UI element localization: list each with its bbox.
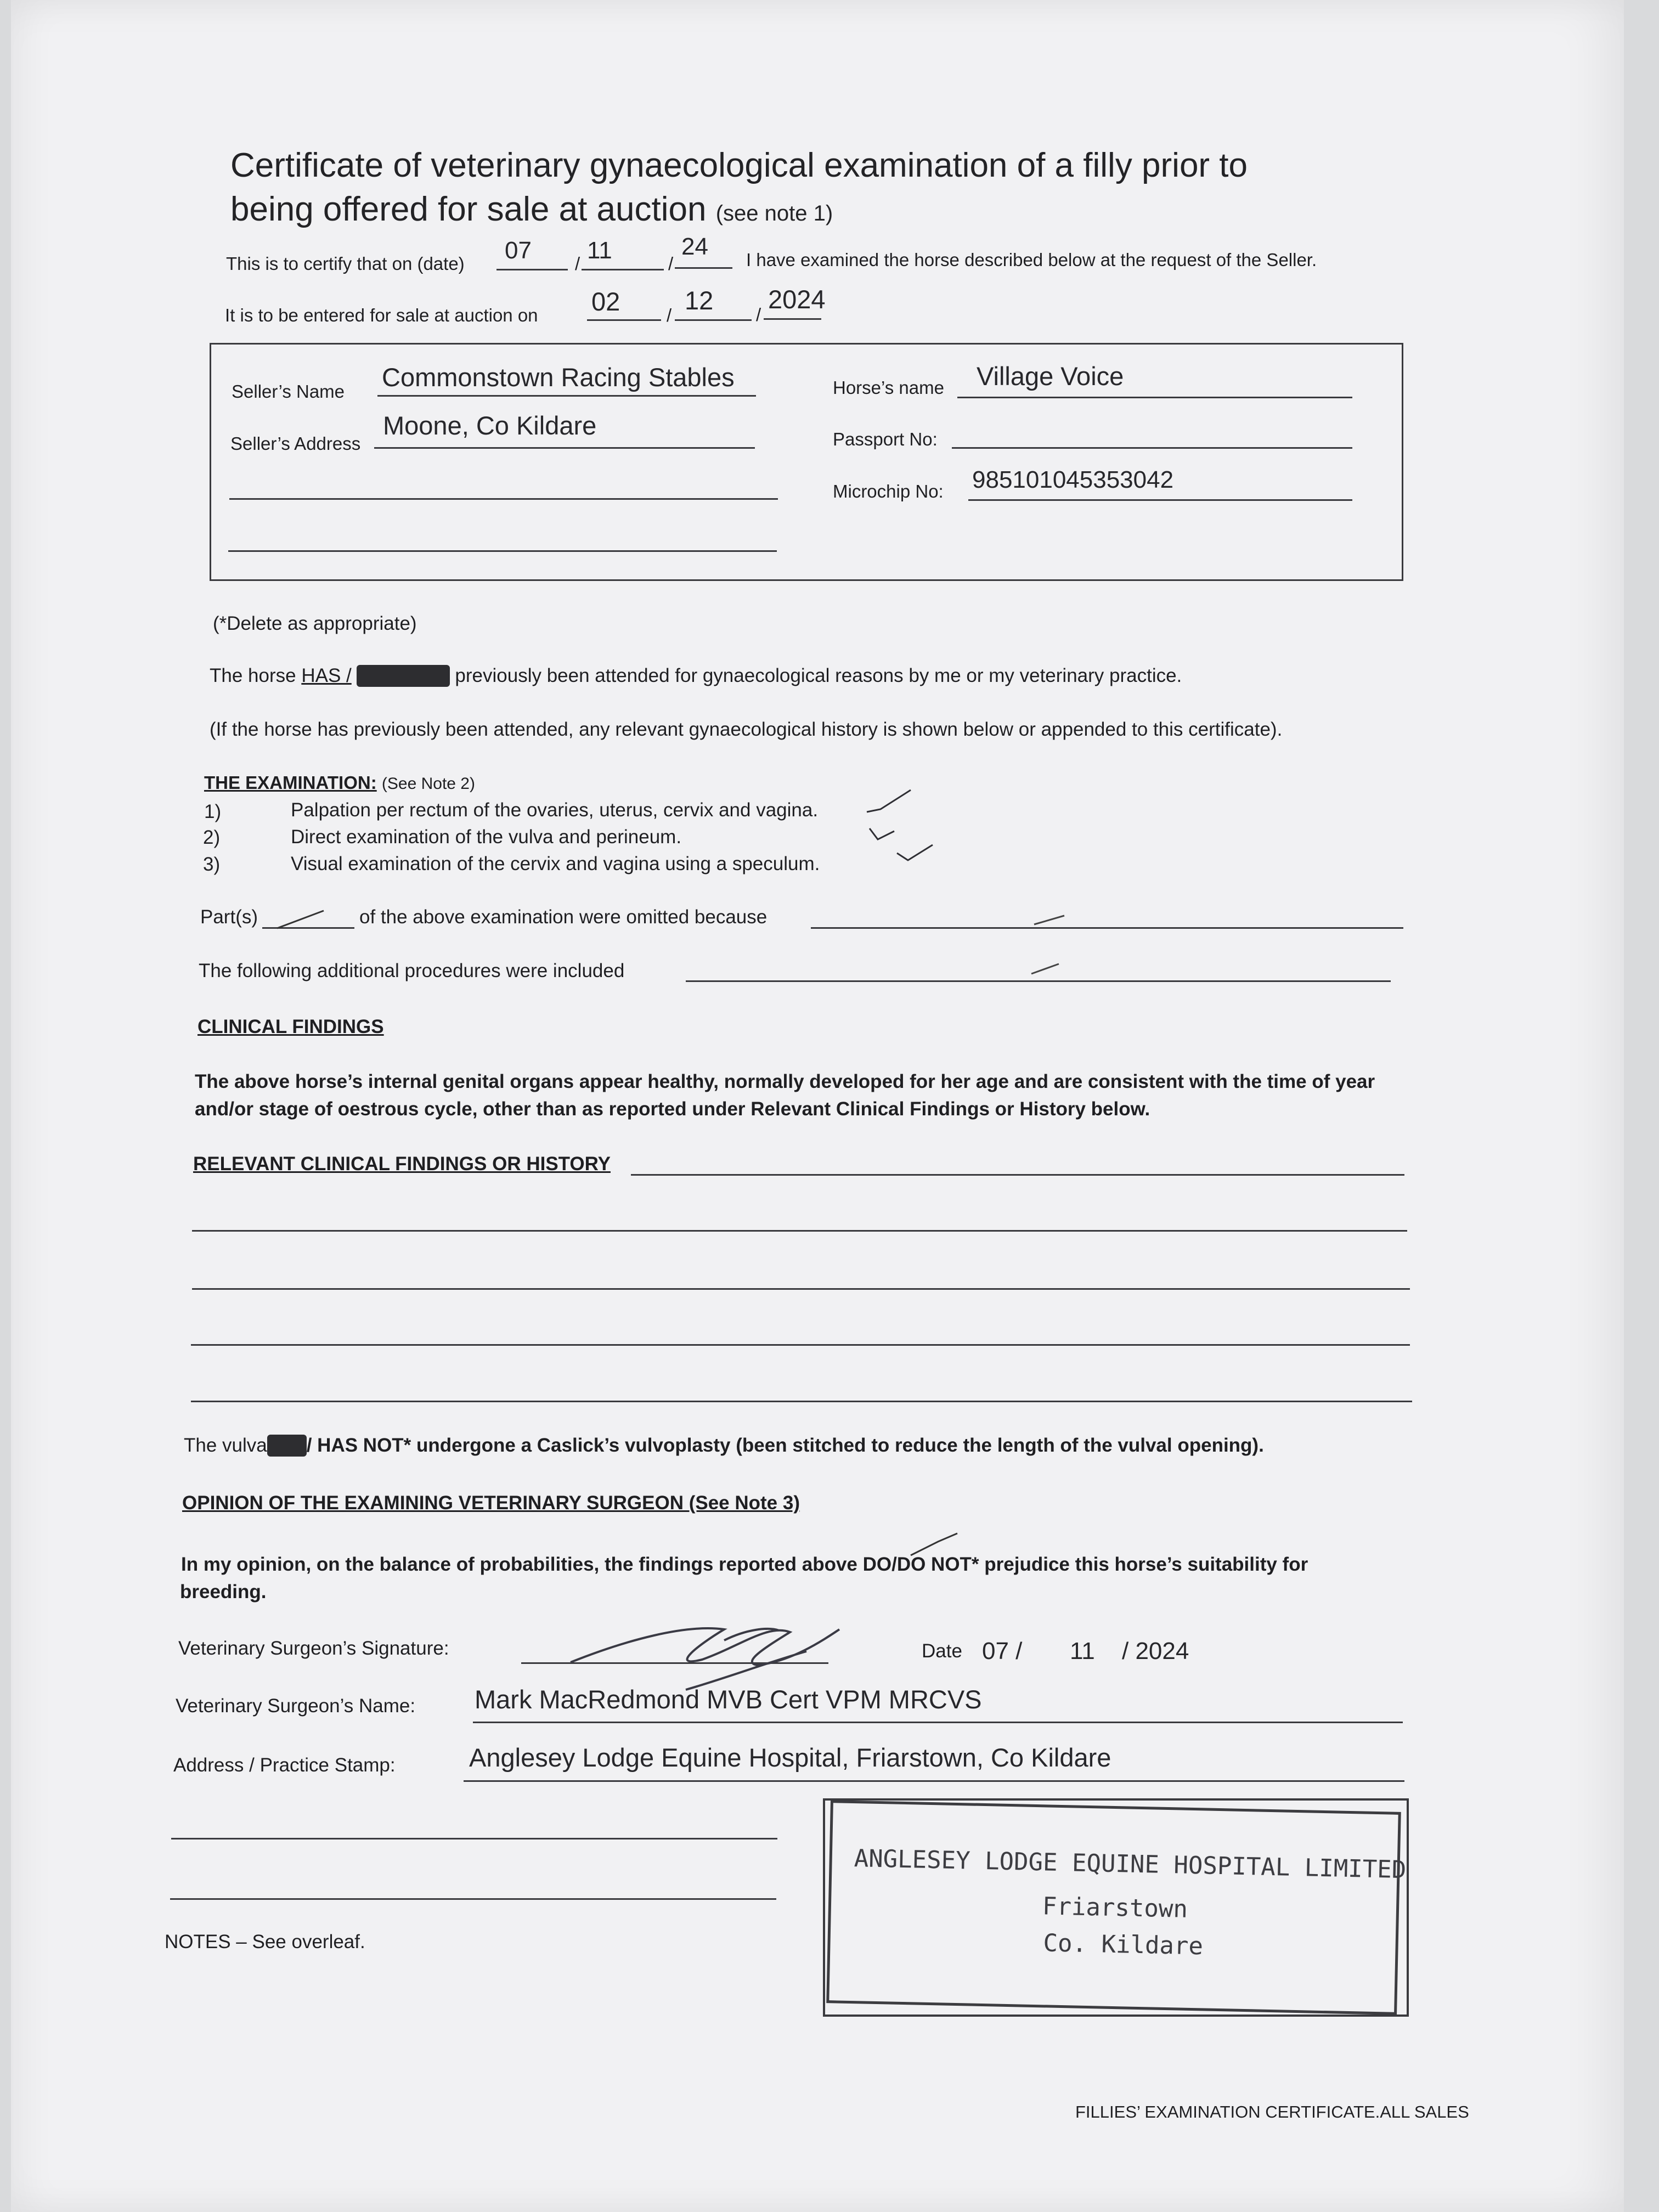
additional-dash (1029, 957, 1073, 979)
omitted-prefix: Part(s) (200, 906, 258, 928)
opinion-text-2: breeding. (180, 1581, 267, 1602)
stamp-line-1: ANGLESEY LODGE EQUINE HOSPITAL LIMITED (854, 1844, 1407, 1884)
vet-name-label: Veterinary Surgeon’s Name: (176, 1695, 416, 1717)
seller-name: Commonstown Racing Stables (382, 363, 735, 392)
clinical-heading: CLINICAL FINDINGS (198, 1016, 384, 1037)
exam-item-1-text: Palpation per rectum of the ovaries, uterus, cervix and vagina. (291, 799, 819, 821)
exam-item-1-num: 1) (204, 801, 222, 822)
horse-name: Village Voice (977, 362, 1124, 391)
delete-note: (*Delete as appropriate) (213, 613, 417, 634)
stamp-line-2: Friarstown (1042, 1892, 1188, 1923)
vulva-line (184, 1435, 1264, 1457)
auction-prefix: It is to be entered for sale at auction on (225, 305, 538, 325)
title-line-1: Certificate of veterinary gynaecological examination of a filly prior to (230, 146, 1248, 184)
attended-has: HAS / (301, 665, 352, 686)
clinical-text-2: and/or stage of oestrous cycle, other than as reported under Relevant Clinical Findings or History below. (195, 1098, 1150, 1120)
microchip-value: 985101045353042 (972, 466, 1174, 493)
attended-line (210, 665, 1182, 687)
opinion-text-1: In my opinion, on the balance of probabilities, the findings reported above DO/DO NOT* prejudice this horse’s suitability for (181, 1554, 1308, 1575)
title-text: being offered for sale at auction (230, 190, 707, 228)
exam-item-2-text: Direct examination of the vulva and perineum. (291, 826, 682, 848)
address-label: Address / Practice Stamp: (173, 1754, 396, 1776)
stamp-outer-frame (823, 1798, 1409, 2017)
signature-label: Veterinary Surgeon’s Signature: (178, 1638, 449, 1659)
footer-label: FILLIES’ EXAMINATION CERTIFICATE.ALL SALES (1075, 2102, 1469, 2121)
attended-has-not-struck (357, 665, 449, 687)
microchip-label: Microchip No: (833, 481, 944, 501)
auction-year: 2024 (768, 285, 826, 314)
opinion-heading: OPINION OF THE EXAMINING VETERINARY SURGEON (See Note 3) (182, 1492, 800, 1514)
certificate-page: Certificate of veterinary gynaecological examination of a filly prior to being offered for sale at auction (see note 1) This is to certify that on (date) 07 / 11 / 24 I have examined the horse described below at the request of the Seller. It is to be entered for sale at auction on 02 / 12 / 2024 Seller’s Name Commonstown Racing Stables Seller’s Address Moone, Co Kildare Horse’s name Village Voice Passport No: Microchip No: 985101045353042 (*Delete as appropriate) The horse HAS / previously been attended for gynaecological reasons by me or my veterinary practice. (If the horse has previously been attended, any relevant gynaecological history is shown below or appended to this certificate). THE EXAMINATION: (See Note 2) 1) Palpation per rectum of the ovaries, uterus, cervix and vagina. 2) Direct examination of the vulva and perineum. 3) Visual examination of the cervix and vagina using a speculum. Part(s) of the above examination were omitted because The following additional procedures were included CLINICAL FINDINGS The above horse’s internal genital organs appear healthy, normally developed for her age and are consistent with the time of year and/or stage of oestrous cycle, other than as reported under Relevant Clinical Findings or History below. RELEVANT CLINICAL FINDINGS OR HISTORY The vulva / HAS NOT* undergone a Caslick’s vulvoplasty (been stitched to reduce the length of the vulval opening). OPINION OF THE EXAMINING VETERINARY SURGEON (See Note 3) In my opinion, on the balance of probabilities, the findings reported above DO/DO NOT* prejudice this horse’s suitability for breeding. Veterinary Surgeon’s Signature: Date 07 / 11 / 2024 Veterinary Surgeon’s Name: Mark MacRedmond MVB Cert VPM MRCVS Address / Practice Stamp: Anglesey Lodge Equine Hospital, Friarstown, Co Kildare ANGLESEY LODGE EQUINE HOSPITAL LIMITED Friarstown Co. Kildare NOTES – See overleaf. FILLIES’ EXAMINATION CERTIFICATE.ALL SALES (11, 0, 1624, 2212)
attended-prefix: The horse (210, 665, 296, 686)
exam-item-3-num: 3) (203, 854, 221, 875)
vulva-rest: / HAS NOT* undergone a Caslick’s vulvoplasty (been stitched to reduce the length of the vulval opening). (306, 1435, 1264, 1456)
clinical-text-1: The above horse’s internal genital organs appear healthy, normally developed for her age and are consistent with the time of year (195, 1071, 1375, 1092)
certify-month: 11 (587, 237, 612, 264)
relevant-heading: RELEVANT CLINICAL FINDINGS OR HISTORY (193, 1153, 611, 1175)
examination-heading (204, 772, 475, 793)
notes-label: NOTES – See overleaf. (165, 1931, 365, 1953)
title-line-2 (230, 188, 833, 235)
sign-date-year: / 2024 (1122, 1638, 1189, 1664)
seller-address-label: Seller’s Address (230, 433, 361, 454)
passport-label: Passport No: (833, 429, 938, 449)
certify-year: 24 (681, 233, 708, 260)
certify-day: 07 (505, 237, 532, 264)
date-label: Date (922, 1640, 962, 1662)
auction-day: 02 (591, 287, 620, 316)
attended-suffix: previously been attended for gynaecological reasons by me or my veterinary practice. (455, 665, 1182, 686)
vet-address: Anglesey Lodge Equine Hospital, Friarstown, Co Kildare (469, 1743, 1111, 1772)
auction-month: 12 (685, 286, 714, 315)
certify-prefix: This is to certify that on (date) (226, 253, 465, 274)
seller-address: Moone, Co Kildare (383, 411, 597, 440)
exam-item-2-num: 2) (203, 827, 221, 848)
seller-name-label: Seller’s Name (232, 381, 345, 402)
examination-note: (See Note 2) (381, 775, 475, 793)
omitted-dash (1031, 908, 1075, 930)
sign-date-month: 11 (1070, 1638, 1095, 1664)
vulva-prefix: The vulva (184, 1435, 267, 1456)
vulva-has-struck (267, 1435, 307, 1457)
stamp-line-3: Co. Kildare (1043, 1929, 1204, 1961)
opinion-mark (905, 1531, 971, 1564)
additional-label: The following additional procedures were included (199, 960, 625, 981)
examination-title: THE EXAMINATION: (204, 772, 377, 793)
omitted-suffix: of the above examination were omitted because (359, 906, 768, 928)
tick-marks (856, 779, 988, 889)
horse-name-label: Horse’s name (833, 377, 944, 398)
omitted-slash (274, 905, 340, 933)
sign-date-day: 07 / (982, 1638, 1023, 1664)
certify-suffix: I have examined the horse described below at the request of the Seller. (746, 250, 1317, 270)
title-note: (see note 1) (715, 201, 833, 225)
vet-name: Mark MacRedmond MVB Cert VPM MRCVS (475, 1685, 982, 1714)
history-note: (If the horse has previously been attended, any relevant gynaecological history is shown below or appended to this certificate). (210, 719, 1283, 740)
exam-item-3-text: Visual examination of the cervix and vagina using a speculum. (291, 853, 820, 874)
